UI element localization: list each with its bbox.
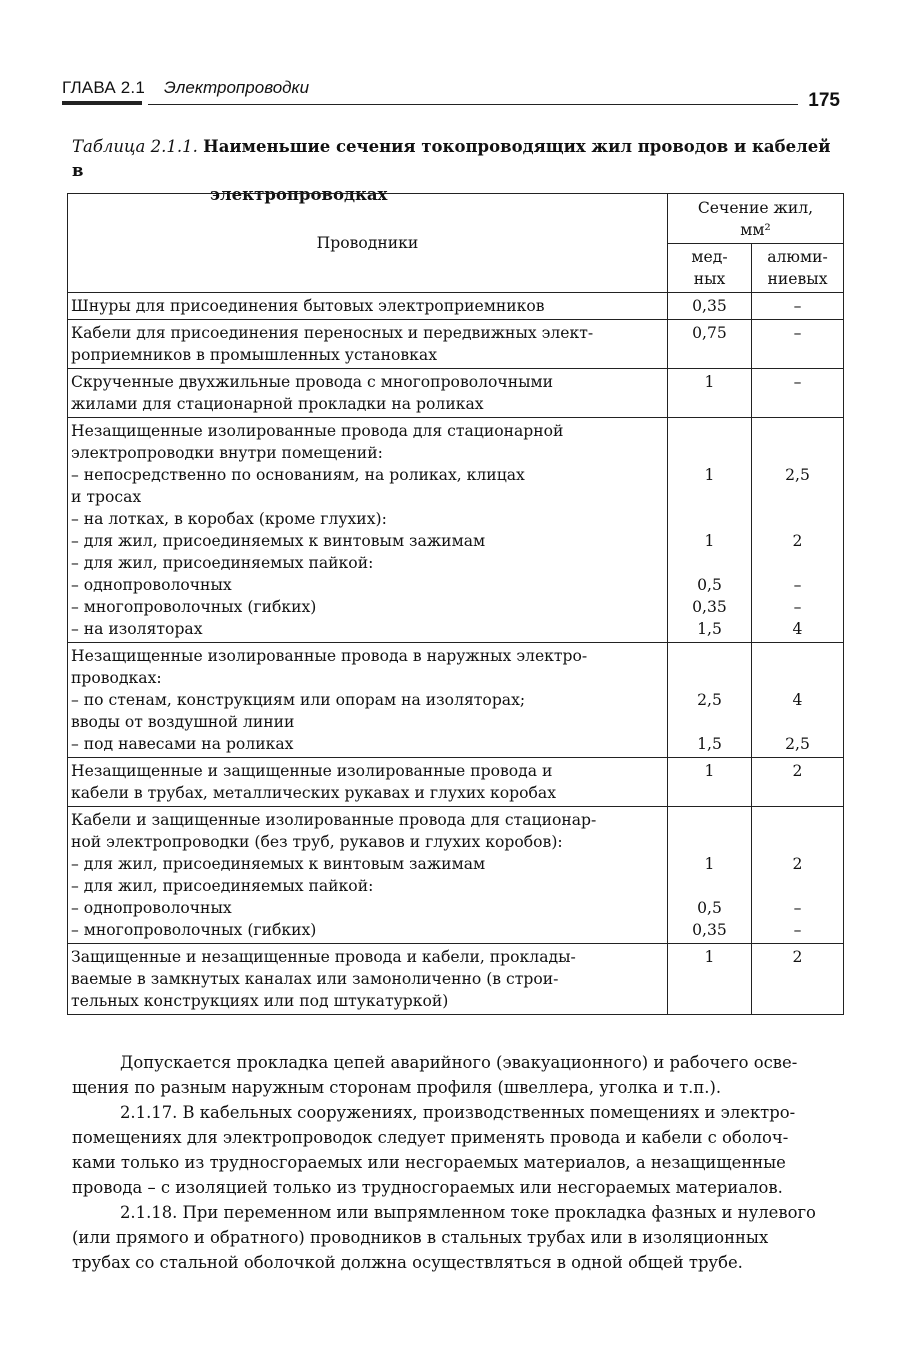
copper-section-value: 1,5 — [697, 620, 722, 638]
row-description — [68, 369, 668, 418]
aluminum-section-value — [755, 667, 840, 689]
paragraph-2-line-1: 2.1.17. В кабельных сооружениях, производственных помещениях и электро- — [120, 1103, 796, 1122]
copper-section-value: 0,5 — [697, 899, 722, 917]
aluminum-section-value — [755, 486, 840, 508]
aluminum-section-value: – — [793, 324, 802, 342]
header-conductors-label: Проводники — [316, 234, 419, 252]
table-row — [68, 369, 844, 418]
header-aluminum-line2: ниевых — [767, 270, 828, 288]
row-description-line: – по стенам, конструкциям или опорам на изоляторах; — [71, 691, 526, 709]
row-description-line: – многопроволочных (гибких) — [71, 598, 317, 616]
table-row — [68, 643, 844, 758]
body-text — [72, 1050, 842, 1275]
row-description-line: проводках: — [71, 669, 162, 687]
chapter-title: Электропроводки — [164, 78, 310, 97]
aluminum-section-value: 2 — [792, 855, 803, 873]
copper-section-value: 0,35 — [692, 598, 727, 616]
header-section — [668, 194, 844, 244]
sections-table — [67, 193, 844, 1015]
row-description-line: – для жил, присоединяемых пайкой: — [71, 554, 374, 572]
row-description — [68, 293, 668, 320]
header-copper-line2: ных — [693, 270, 726, 288]
row-description-line: – для жил, присоединяемых к винтовым зажимам — [71, 855, 486, 873]
row-description-line: Защищенные и незащищенные провода и кабели, проклады- — [71, 948, 576, 966]
aluminum-section-value — [755, 552, 840, 574]
aluminum-section-value — [755, 711, 840, 733]
aluminum-section-cell — [752, 418, 844, 643]
aluminum-section-value — [755, 420, 840, 442]
row-description-line: Шнуры для присоединения бытовых электроприемников — [71, 297, 545, 315]
row-description-line: – однопроволочных — [71, 576, 232, 594]
row-description — [68, 418, 668, 643]
header-section-line2: мм² — [740, 220, 771, 239]
row-description-line: роприемников в промышленных установках — [71, 346, 438, 364]
row-description-line: – на изоляторах — [71, 620, 203, 638]
paragraph-2-line-2: помещениях для электропроводок следует применять провода и кабели с оболоч- — [72, 1128, 789, 1147]
copper-section-value — [671, 486, 748, 508]
paragraph-1-line-2: щения по разным наружным сторонам профиля (швеллера, уголка и т.п.). — [72, 1078, 722, 1097]
copper-section-value: 1,5 — [697, 735, 722, 753]
row-description-line: – для жил, присоединяемых пайкой: — [71, 877, 374, 895]
copper-section-value: 0,5 — [697, 576, 722, 594]
row-description-line: Незащищенные и защищенные изолированные провода и — [71, 762, 553, 780]
copper-section-value: 1 — [704, 855, 715, 873]
copper-section-value: 2,5 — [697, 691, 722, 709]
copper-section-value — [671, 508, 748, 530]
copper-section-value — [671, 875, 748, 897]
page-number: 175 — [808, 90, 840, 111]
paragraph-3-line-3: трубах со стальной оболочкой должна осуществляться в одной общей трубе. — [72, 1253, 743, 1272]
aluminum-section-value: 2 — [792, 948, 803, 966]
aluminum-section-value: – — [793, 576, 802, 594]
row-description — [68, 643, 668, 758]
aluminum-section-value: – — [793, 373, 802, 391]
paragraph-1-line-1: Допускается прокладка цепей аварийного (эвакуационного) и рабочего осве- — [120, 1053, 798, 1072]
aluminum-section-value: – — [793, 899, 802, 917]
table-row — [68, 944, 844, 1015]
paragraph-2-line-4: провода – с изоляцией только из трудносгораемых или несгораемых материалов. — [72, 1178, 783, 1197]
copper-section-value — [671, 552, 748, 574]
aluminum-section-cell — [752, 643, 844, 758]
row-description-line: тельных конструкциях или под штукатуркой) — [71, 992, 449, 1010]
aluminum-section-value: 2,5 — [785, 466, 810, 484]
row-description-line: Скрученные двухжильные провода с многопроволочными — [71, 373, 554, 391]
running-head — [62, 76, 840, 116]
chapter-label: ГЛАВА 2.1 — [62, 78, 146, 97]
table-caption-label: Таблица 2.1.1. — [72, 137, 198, 156]
header-aluminum-line1: алюми- — [767, 248, 828, 266]
aluminum-section-value — [755, 809, 840, 831]
aluminum-section-value: 2 — [792, 532, 803, 550]
row-description-line: ной электропроводки (без труб, рукавов и глухих коробов): — [71, 833, 563, 851]
aluminum-section-cell — [752, 944, 844, 1015]
header-section-line1: Сечение жил, — [697, 198, 814, 217]
copper-section-value — [671, 831, 748, 853]
table-caption-text-line2: электропроводках — [210, 185, 388, 204]
row-description — [68, 320, 668, 369]
table-row — [68, 293, 844, 320]
aluminum-section-value — [755, 875, 840, 897]
copper-section-value — [671, 645, 748, 667]
aluminum-section-value: 4 — [792, 691, 803, 709]
copper-section-value: 1 — [704, 373, 715, 391]
aluminum-section-value — [755, 442, 840, 464]
aluminum-section-value: – — [793, 297, 802, 315]
row-description — [68, 944, 668, 1015]
header-bar — [62, 101, 142, 105]
copper-section-value: 1 — [704, 762, 715, 780]
copper-section-value: 1 — [704, 532, 715, 550]
copper-section-cell — [668, 418, 752, 643]
copper-section-value: 1 — [704, 466, 715, 484]
row-description-line: – многопроволочных (гибких) — [71, 921, 317, 939]
row-description-line: электропроводки внутри помещений: — [71, 444, 383, 462]
aluminum-section-value: 2,5 — [785, 735, 810, 753]
aluminum-section-value: 4 — [792, 620, 803, 638]
copper-section-value — [671, 442, 748, 464]
row-description-line: Кабели для присоединения переносных и передвижных элект- — [71, 324, 594, 342]
copper-section-value: 0,75 — [692, 324, 727, 342]
copper-section-value — [671, 809, 748, 831]
header-conductors — [68, 194, 668, 293]
copper-section-cell — [668, 758, 752, 807]
copper-section-cell — [668, 643, 752, 758]
copper-section-cell — [668, 293, 752, 320]
copper-section-cell — [668, 807, 752, 944]
row-description-line: – под навесами на роликах — [71, 735, 294, 753]
table-row — [68, 807, 844, 944]
table-row — [68, 758, 844, 807]
aluminum-section-value — [755, 508, 840, 530]
aluminum-section-cell — [752, 807, 844, 944]
table-body — [68, 293, 844, 1015]
row-description-line: – на лотках, в коробах (кроме глухих): — [71, 510, 387, 528]
row-description-line: – однопроволочных — [71, 899, 232, 917]
aluminum-section-cell — [752, 320, 844, 369]
copper-section-cell — [668, 369, 752, 418]
copper-section-value — [671, 420, 748, 442]
row-description-line: вводы от воздушной линии — [71, 713, 295, 731]
aluminum-section-value — [755, 645, 840, 667]
copper-section-value: 0,35 — [692, 921, 727, 939]
copper-section-cell — [668, 944, 752, 1015]
copper-section-value — [671, 711, 748, 733]
paragraph-3-line-1: 2.1.18. При переменном или выпрямленном токе прокладка фазных и нулевого — [120, 1203, 816, 1222]
aluminum-section-cell — [752, 293, 844, 320]
aluminum-section-cell — [752, 369, 844, 418]
aluminum-section-value — [755, 831, 840, 853]
table-caption-text-line1: Наименьшие сечения токопроводящих жил проводов и кабелей в — [72, 137, 831, 180]
row-description-line: ваемые в замкнутых каналах или замоноличенно (в строи- — [71, 970, 559, 988]
paragraph-2-line-3: ками только из трудносгораемых или несгораемых материалов, а незащищенные — [72, 1153, 786, 1172]
table-row — [68, 418, 844, 643]
header-aluminum — [752, 244, 844, 293]
row-description-line: Незащищенные изолированные провода в наружных электро- — [71, 647, 588, 665]
row-description — [68, 807, 668, 944]
header-rule — [148, 104, 798, 105]
aluminum-section-value: – — [793, 921, 802, 939]
aluminum-section-value: 2 — [792, 762, 803, 780]
aluminum-section-cell — [752, 758, 844, 807]
row-description-line: кабели в трубах, металлических рукавах и глухих коробах — [71, 784, 557, 802]
row-description-line: и тросах — [71, 488, 142, 506]
row-description-line: жилами для стационарной прокладки на роликах — [71, 395, 484, 413]
copper-section-value — [671, 667, 748, 689]
copper-section-cell — [668, 320, 752, 369]
table-row — [68, 320, 844, 369]
row-description-line: Незащищенные изолированные провода для стационарной — [71, 422, 564, 440]
paragraph-3-line-2: (или прямого и обратного) проводников в стальных трубах или в изоляционных — [72, 1228, 769, 1247]
row-description — [68, 758, 668, 807]
row-description-line: – непосредственно по основаниям, на роликах, клицах — [71, 466, 525, 484]
header-copper — [668, 244, 752, 293]
copper-section-value: 0,35 — [692, 297, 727, 315]
copper-section-value: 1 — [704, 948, 715, 966]
row-description-line: – для жил, присоединяемых к винтовым зажимам — [71, 532, 486, 550]
aluminum-section-value: – — [793, 598, 802, 616]
row-description-line: Кабели и защищенные изолированные провода для стационар- — [71, 811, 597, 829]
header-copper-line1: мед- — [691, 248, 728, 266]
